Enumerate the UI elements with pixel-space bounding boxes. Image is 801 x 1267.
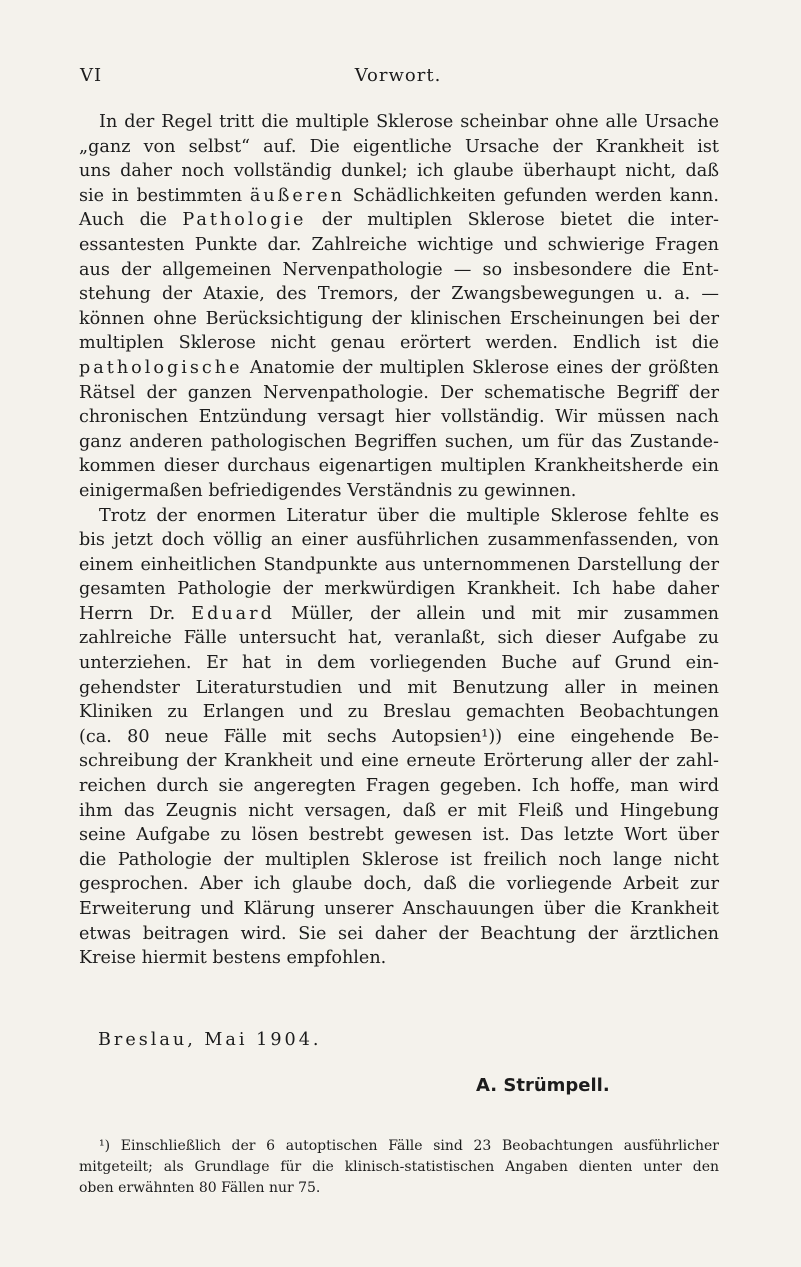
text-line: gehendster Literaturstudien und mit Benutzung aller in meinen [79, 677, 719, 698]
text-line: multiplen Sklerose nicht genau erörtert werden. Endlich ist die [79, 333, 719, 354]
text-line: pathologische Anatomie der multiplen Sklerose eines der größten [79, 357, 719, 378]
text-line: etwas beitragen wird. Sie sei daher der Beachtung der ärztlichen [79, 923, 719, 944]
text-line: uns daher noch vollständig dunkel; ich glaube überhaupt nicht, daß [79, 161, 719, 182]
place-and-date: Breslau, Mai 1904. [98, 1030, 322, 1050]
text-line: aus der allgemeinen Nervenpathologie — so insbesondere die Ent- [79, 259, 719, 280]
text-line: Erweiterung und Klärung unserer Anschauungen über die Krankheit [79, 899, 719, 919]
footnote [79, 1136, 719, 1199]
text-line: Rätsel der ganzen Nervenpathologie. Der schematische Begriff der [79, 382, 719, 403]
footnote-line: oben erwähnten 80 Fällen nur 75. [79, 1180, 321, 1196]
text-line: Herrn Dr. Eduard Müller, der allein und mit mir zusammen [79, 603, 719, 624]
text-line: In der Regel tritt die multiple Sklerose scheinbar ohne alle Ursache [99, 112, 719, 132]
text-line: gesprochen. Aber ich glaube doch, daß die vorliegende Arbeit zur [79, 874, 719, 895]
running-head [78, 62, 718, 90]
text-line: unterziehen. Er hat in dem vorliegenden Buche auf Grund ein- [79, 653, 719, 674]
page-number: VI [80, 65, 103, 86]
paragraph-1 [79, 110, 719, 504]
text-line: reichen durch sie angeregten Fragen gegeben. Ich hoffe, man wird [79, 776, 719, 797]
text-line: einem einheitlichen Standpunkte aus unternommenen Darstellung der [79, 554, 719, 575]
text-line: ihm das Zeugnis nicht versagen, daß er mit Fleiß und Hingebung [79, 800, 719, 821]
text-line: stehung der Ataxie, des Tremors, der Zwangsbewegungen u. a. — [79, 284, 719, 305]
text-line: (ca. 80 neue Fälle mit sechs Autopsien¹)) eine eingehende Be- [79, 726, 719, 747]
footnote-line: mitgeteilt; als Grundlage für die klinisch-statistischen Angaben dienten unter den [79, 1159, 719, 1175]
text-line: bis jetzt doch völlig an einer ausführlichen zusammenfassenden, von [79, 530, 719, 551]
text-line: die Pathologie der multiplen Sklerose ist freilich noch lange nicht [79, 849, 719, 870]
text-line: zahlreiche Fälle untersucht hat, veranlaßt, sich dieser Aufgabe zu [79, 628, 719, 649]
text-line: Kreise hiermit bestens empfohlen. [79, 948, 387, 969]
text-line: essantesten Punkte dar. Zahlreiche wichtige und schwierige Fragen [79, 234, 719, 255]
text-line: können ohne Berücksichtigung der klinischen Erscheinungen bei der [79, 308, 719, 329]
text-line: kommen dieser durchaus eigenartigen multiplen Krankheitsherde ein [79, 456, 719, 477]
text-line: chronischen Entzündung versagt hier vollständig. Wir müssen nach [79, 407, 719, 428]
text-line: seine Aufgabe zu lösen bestrebt gewesen ist. Das letzte Wort über [79, 825, 719, 846]
paragraph-2 [79, 504, 719, 971]
text-line: einigermaßen befriedigendes Verständnis zu gewinnen. [79, 480, 577, 501]
text-line: schreibung der Krankheit und eine erneute Erörterung aller der zahl- [79, 751, 719, 772]
text-line: Kliniken zu Erlangen und zu Breslau gemachten Beobachtungen [79, 702, 719, 723]
text-line: sie in bestimmten äußeren Schädlichkeiten gefunden werden kann. [79, 185, 719, 206]
text-line: Trotz der enormen Literatur über die multiple Sklerose fehlte es [99, 505, 719, 526]
text-line: „ganz von selbst“ auf. Die eigentliche Ursache der Krankheit ist [79, 136, 719, 157]
preface-body [79, 110, 719, 971]
section-title: Vorwort. [354, 65, 442, 86]
text-line: Auch die Pathologie der multiplen Sklerose bietet die inter- [79, 210, 719, 231]
footnote-line: ¹) Einschließlich der 6 autoptischen Fälle sind 23 Beobachtungen ausführlicher [99, 1138, 719, 1154]
text-line: gesamten Pathologie der merkwürdigen Krankheit. Ich habe daher [79, 579, 719, 600]
author-signature: A. Strümpell. [476, 1075, 610, 1096]
text-line: ganz anderen pathologischen Begriffen suchen, um für das Zustande- [79, 431, 719, 452]
